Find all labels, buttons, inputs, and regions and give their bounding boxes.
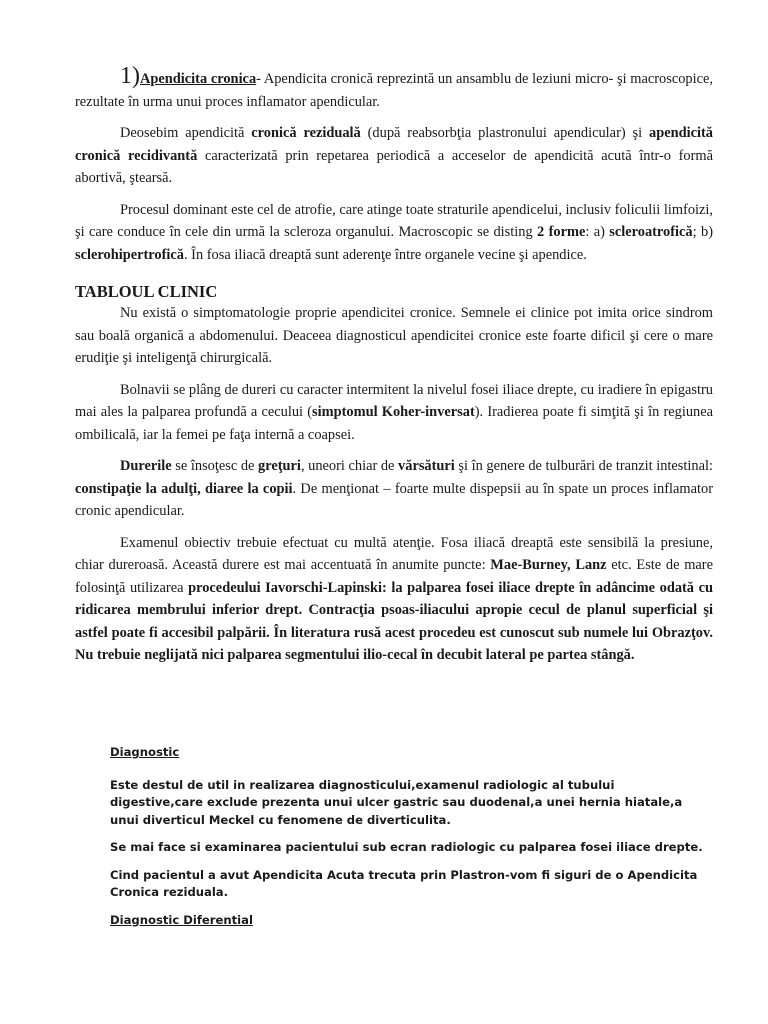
section-number: 1) (120, 63, 140, 89)
section-diagnostic (110, 744, 710, 929)
intro-text: - Apendicita cronică reprezintă un ansamblu de leziuni micro- şi macroscopice, rezultate în urma unui proces inflamator apendicular. (75, 71, 713, 110)
atrophy-paragraph: Procesul dominant este cel de atrofie, care atinge toate straturile apendicelui, inclusiv foliculii limfoizi, şi care conduce în cele din urmă la scleroza organului. Macroscopic se disting 2 forme: a) scleroatrofică; b) sclerohipertrofică. În fosa iliacă dreaptă sunt aderenţe între organele vecine şi apendice. (75, 201, 714, 263)
tablou-paragraph-1: Nu există o simptomatologie proprie apendicitei cronice. Semnele ei clinice pot imita orice sindrom sau boală organică a abdomenului. Deaceea diagnosticul apendicitei cronice este foarte dificil şi cere o mare erudiţie şi inteligenţă chirurgicală. (75, 305, 713, 366)
diagnostic-paragraph-2: Se mai face si examinarea pacientului sub ecran radiologic cu palparea fosei iliace drepte. (110, 840, 703, 854)
section-chronic-appendicitis (75, 64, 713, 676)
section-title: Apendicita cronica (140, 71, 257, 87)
diagnostic-heading: Diagnostic (110, 745, 180, 759)
forms-paragraph: Deosebim apendicită cronică reziduală (după reabsorbţia plastronului apendicular) şi apendicită cronică recidivantă caracterizată prin repetarea periodică a acceselor de apendicită acută într-o formă abortivă, ştearsă. (75, 125, 714, 186)
tablou-clinic-heading: TABLOUL CLINIC (75, 282, 218, 301)
tablou-paragraph-3: Durerile se însoţesc de greţuri, uneori chiar de vărsături şi în genere de tulburări de tranzit intestinal: constipaţie la adulţi, diaree la copii. De menţionat – foarte multe dispepsii au în spate un proces inflamator cronic apendicular. (75, 458, 713, 519)
differential-diagnostic-heading: Diagnostic Diferential (110, 912, 253, 927)
tablou-paragraph-2: Bolnavii se plâng de dureri cu caracter intermitent la nivelul fosei iliace drepte, cu iradiere în epigastru mai ales la palparea profundă a cecului (simptomul Koher-inversat). Iradierea poate fi simţită şi în regiunea ombilicală, iar la femei pe faţa internă a coapsei. (75, 381, 713, 443)
intro-paragraph (75, 64, 713, 113)
tablou-paragraph-4: Examenul obiectiv trebuie efectuat cu multă atenţie. Fosa iliacă dreaptă este sensibilă la presiune, chiar dureroasă. Această durere est mai accentuată în anumite puncte: Mae-Burney, Lanz etc. Este de mare folosinţă utilizarea procedeului Iavorschi-Lapinski: la palparea fosei iliace drepte în adâncime odată cu ridicarea membrului inferior drept. Contracţia psoas-iliacului apropie cecul de planul superficial şi astfel poate fi accesibil palpării. În literatura rusă acest procedeu est cunoscut sub numele lui Obrazţov. Nu trebuie neglijată nici palparea segmentului ilio-cecal în decubit lateral pe partea stângă. (75, 534, 713, 663)
diagnostic-paragraph-3: Cind pacientul a avut Apendicita Acuta trecuta prin Plastron-vom fi siguri de o Apendicita Cronica reziduala. (110, 867, 698, 899)
diagnostic-paragraph-1: Este destul de util in realizarea diagnosticului,examenul radiologic al tubului digestive,care exclude prezenta unui ulcer gastric sau duodenal,a unei hernia hiatale,a unui diverticul Meckel cu fenomene de diverticulita. (110, 777, 683, 827)
